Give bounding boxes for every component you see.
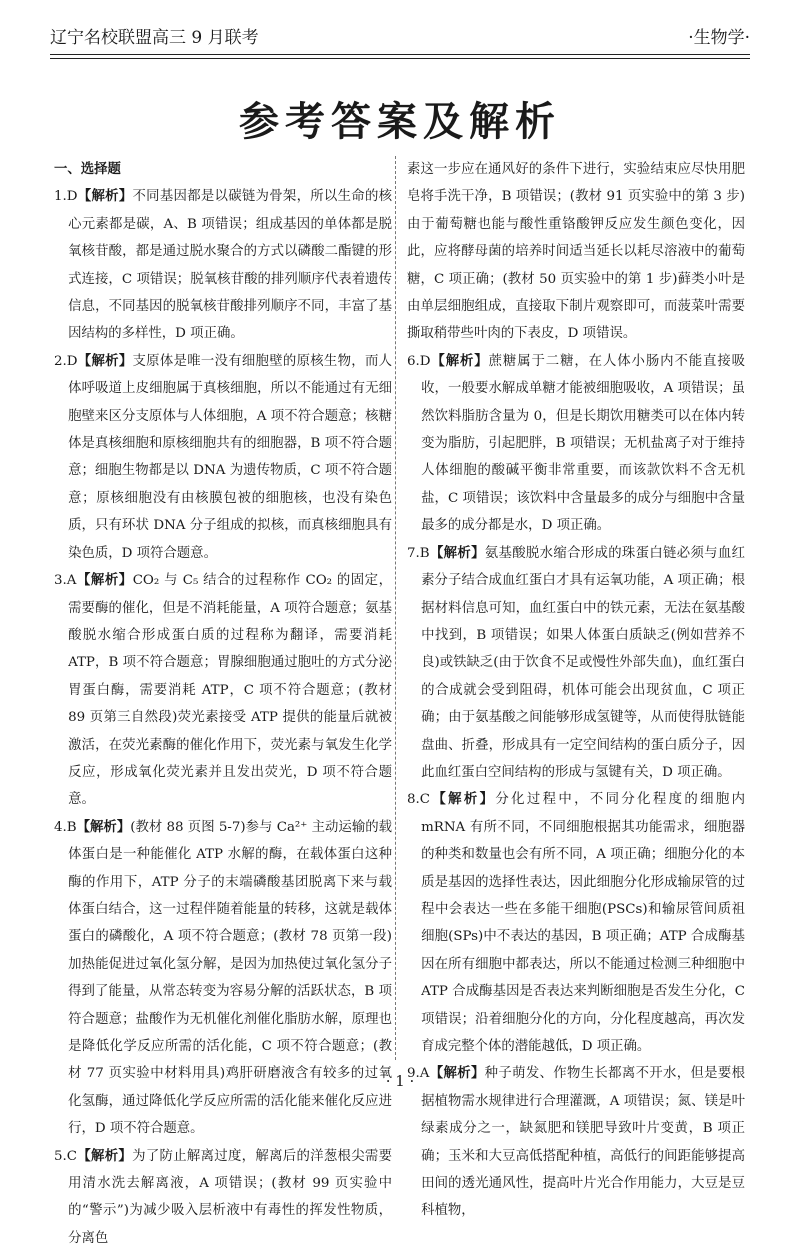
answer-number: 8.C	[407, 792, 431, 808]
answer-continuation	[407, 156, 745, 348]
answer-number: 1.D	[54, 189, 78, 205]
header-rule	[50, 58, 750, 59]
answer-number: 4.B	[54, 819, 77, 835]
answer-item	[54, 567, 392, 814]
analysis-tag: 【解析】	[430, 792, 496, 808]
analysis-tag: 【解析】	[77, 353, 133, 369]
answer-item	[407, 786, 745, 1060]
answer-text: 分化过程中，不同分化程度的细胞内 mRNA 有所不同，不同细胞根据其功能需求，细胞器的种类和数量也会有所不同，A 项正确；细胞分化的本质是基因的选择性表达，因此细胞分化形成输尿管的过程中会表达一些在多能干细胞(PSCs)和输尿管间质祖细胞(SPs)中不表达的基因，B 项正确；ATP 合成酶基因在所有细胞中都表达，所以不能通过检测三种细胞中 ATP 合成酶基因是否表达来判断细胞是否发生分化，C 项错误；沿着细胞分化的方向，分化程度越高，再次发育成完整个体的潜能越低，D 项正确。	[421, 792, 746, 1054]
analysis-tag: 【解析】	[77, 1148, 133, 1164]
page-number: · 1 ·	[385, 1072, 415, 1090]
header-exam-name: 辽宁名校联盟高三 9 月联考	[50, 28, 259, 48]
answer-text: 不同基因都是以碳链为骨架，所以生命的核心元素都是碳，A、B 项错误；组成基因的单体都是脱氧核苷酸，都是通过脱水聚合的方式以磷酸二酯键的形式连接，C 项错误；脱氧核苷酸的排列顺序代表着遗传信息，不同基因的脱氧核苷酸排列顺序不同，丰富了基因结构的多样性，D 项正确。	[68, 189, 393, 342]
answer-item	[54, 183, 392, 347]
answer-number: 5.C	[54, 1148, 78, 1164]
answer-item	[54, 348, 392, 567]
analysis-tag: 【解析】	[429, 545, 485, 561]
answer-text: (教材 88 页图 5-7)参与 Ca²⁺ 主动运输的载体蛋白是一种能催化 ATP 水解的酶，在载体蛋白这种酶的作用下，ATP 分子的末端磷酸基团脱离下来与载体蛋白结合，这一过程伴随着能量的转移，这就是载体蛋白的磷酸化，A 项不符合题意；(教材 78 页第一段)加热能促进过氧化氢分解，是因为加热使过氧化氢分子得到了能量，从常态转变为容易分解的活跃状态，B 项符合题意；盐酸作为无机催化剂催化脂肪水解，原理也是降低化学反应所需的活化能，C 项不符合题意；(教材 77 页实验中材料用具)鸡肝研磨液含有较多的过氧化氢酶，通过降低化学反应所需的活化能来催化反应进行，D 项不符合题意。	[68, 819, 393, 1137]
analysis-tag: 【解析】	[76, 819, 131, 835]
analysis-tag: 【解析】	[430, 353, 489, 369]
column-divider	[395, 156, 396, 1060]
analysis-tag: 【解析】	[77, 189, 133, 205]
answer-text: 素这一步应在通风好的条件下进行，实验结束应尽快用肥皂将手洗干净，B 项错误；(教材 91 页实验中的第 3 步)由于葡萄糖也能与酸性重铬酸钾反应发生颜色变化，因此，应将酵母菌的培养时间适当延长以耗尽溶液中的葡萄糖，C 项正确；(教材 50 页实验中的第 1 步)藓类小叶是由单层细胞组成，直接取下制片观察即可，而菠菜叶需要撕取稍带些叶肉的下表皮，D 项错误。	[407, 162, 745, 342]
answer-text: 氨基酸脱水缩合形成的珠蛋白链必须与血红素分子结合成血红蛋白才具有运氧功能，A 项正确；根据材料信息可知，血红蛋白中的铁元素，无法在氨基酸中找到，B 项错误；如果人体蛋白质缺乏(例如营养不良)或铁缺乏(由于饮食不足或慢性外部失血)，血红蛋白的合成就会受到阻碍，机体可能会出现贫血，C 项正确；由于氨基酸之间能够形成氢键等，从而使得肽链能盘曲、折叠，形成具有一定空间结构的蛋白质分子，因此血红蛋白空间结构的形成与氢键有关，D 项正确。	[421, 545, 746, 780]
answer-text: CO₂ 与 C₅ 结合的过程称作 CO₂ 的固定，需要酶的催化，但是不消耗能量，A 项符合题意；氨基酸脱水缩合形成蛋白质的过程称为翻译，需要消耗 ATP，B 项不符合题意；胃腺细胞通过胞吐的方式分泌胃蛋白酶，需要消耗 ATP，C 项不符合题意；(教材 89 页第三自然段)荧光素接受 ATP 提供的能量后就被激活，在荧光素酶的催化作用下，荧光素与氧发生化学反应，形成氧化荧光素并且发出荧光，D 项不符合题意。	[68, 573, 392, 808]
answer-number: 2.D	[54, 353, 78, 369]
answer-text: 支原体是唯一没有细胞壁的原核生物，而人体呼吸道上皮细胞属于真核细胞，所以不能通过有无细胞壁来区分支原体与人体细胞，A 项不符合题意；核糖体是真核细胞和原核细胞共有的细胞器，B 项不符合题意；细胞生物都是以 DNA 为遗传物质，C 项不符合题意；原核细胞没有由核膜包被的细胞核，也没有染色质，只有环状 DNA 分子组成的拟核，而真核细胞具有染色质，D 项符合题意。	[68, 353, 393, 561]
answer-number: 3.A	[54, 573, 77, 589]
right-column	[407, 156, 745, 1225]
answer-text: 蔗糖属于二糖，在人体小肠内不能直接吸收，一般要水解成单糖才能被细胞吸收，A 项错误；虽然饮料脂肪含量为 0，但是长期饮用糖类可以在体内转变为脂肪，引起肥胖，B 项错误；无机盐离子对于维持人体细胞的酸碱平衡非常重要，而该款饮料不含无机盐，C 项错误；该饮料中含量最多的成分与细胞中含量最多的成分都是水，D 项正确。	[421, 353, 746, 534]
answer-text: 种子萌发、作物生长都离不开水，但是要根据植物需水规律进行合理灌溉，A 项错误；氮、镁是叶绿素成分之一，缺氮肥和镁肥导致叶片变黄，B 项正确；玉米和大豆高低搭配种植，高低行的间距能够提高田间的透光通风性，提高叶片光合作用能力，大豆是豆科植物，	[421, 1066, 746, 1219]
answer-item	[54, 814, 392, 1143]
answer-number: 7.B	[407, 545, 430, 561]
analysis-tag: 【解析】	[76, 573, 133, 589]
answer-item	[407, 540, 745, 787]
answer-number: 9.A	[407, 1066, 430, 1082]
answer-item	[54, 1143, 392, 1252]
page-title: 参考答案及解析	[239, 99, 561, 145]
header-subject: ·生物学·	[688, 28, 750, 48]
analysis-tag: 【解析】	[429, 1066, 485, 1082]
answer-text: 为了防止解离过度，解离后的洋葱根尖需要用清水洗去解离液，A 项错误；(教材 99 页实验中的“警示”)为减少吸入层析液中有毒性的挥发性物质，分离色	[68, 1148, 393, 1246]
section-heading: 一、选择题	[54, 162, 121, 177]
answer-item	[407, 348, 745, 540]
page-header	[50, 16, 750, 55]
answer-number: 6.D	[407, 353, 431, 369]
